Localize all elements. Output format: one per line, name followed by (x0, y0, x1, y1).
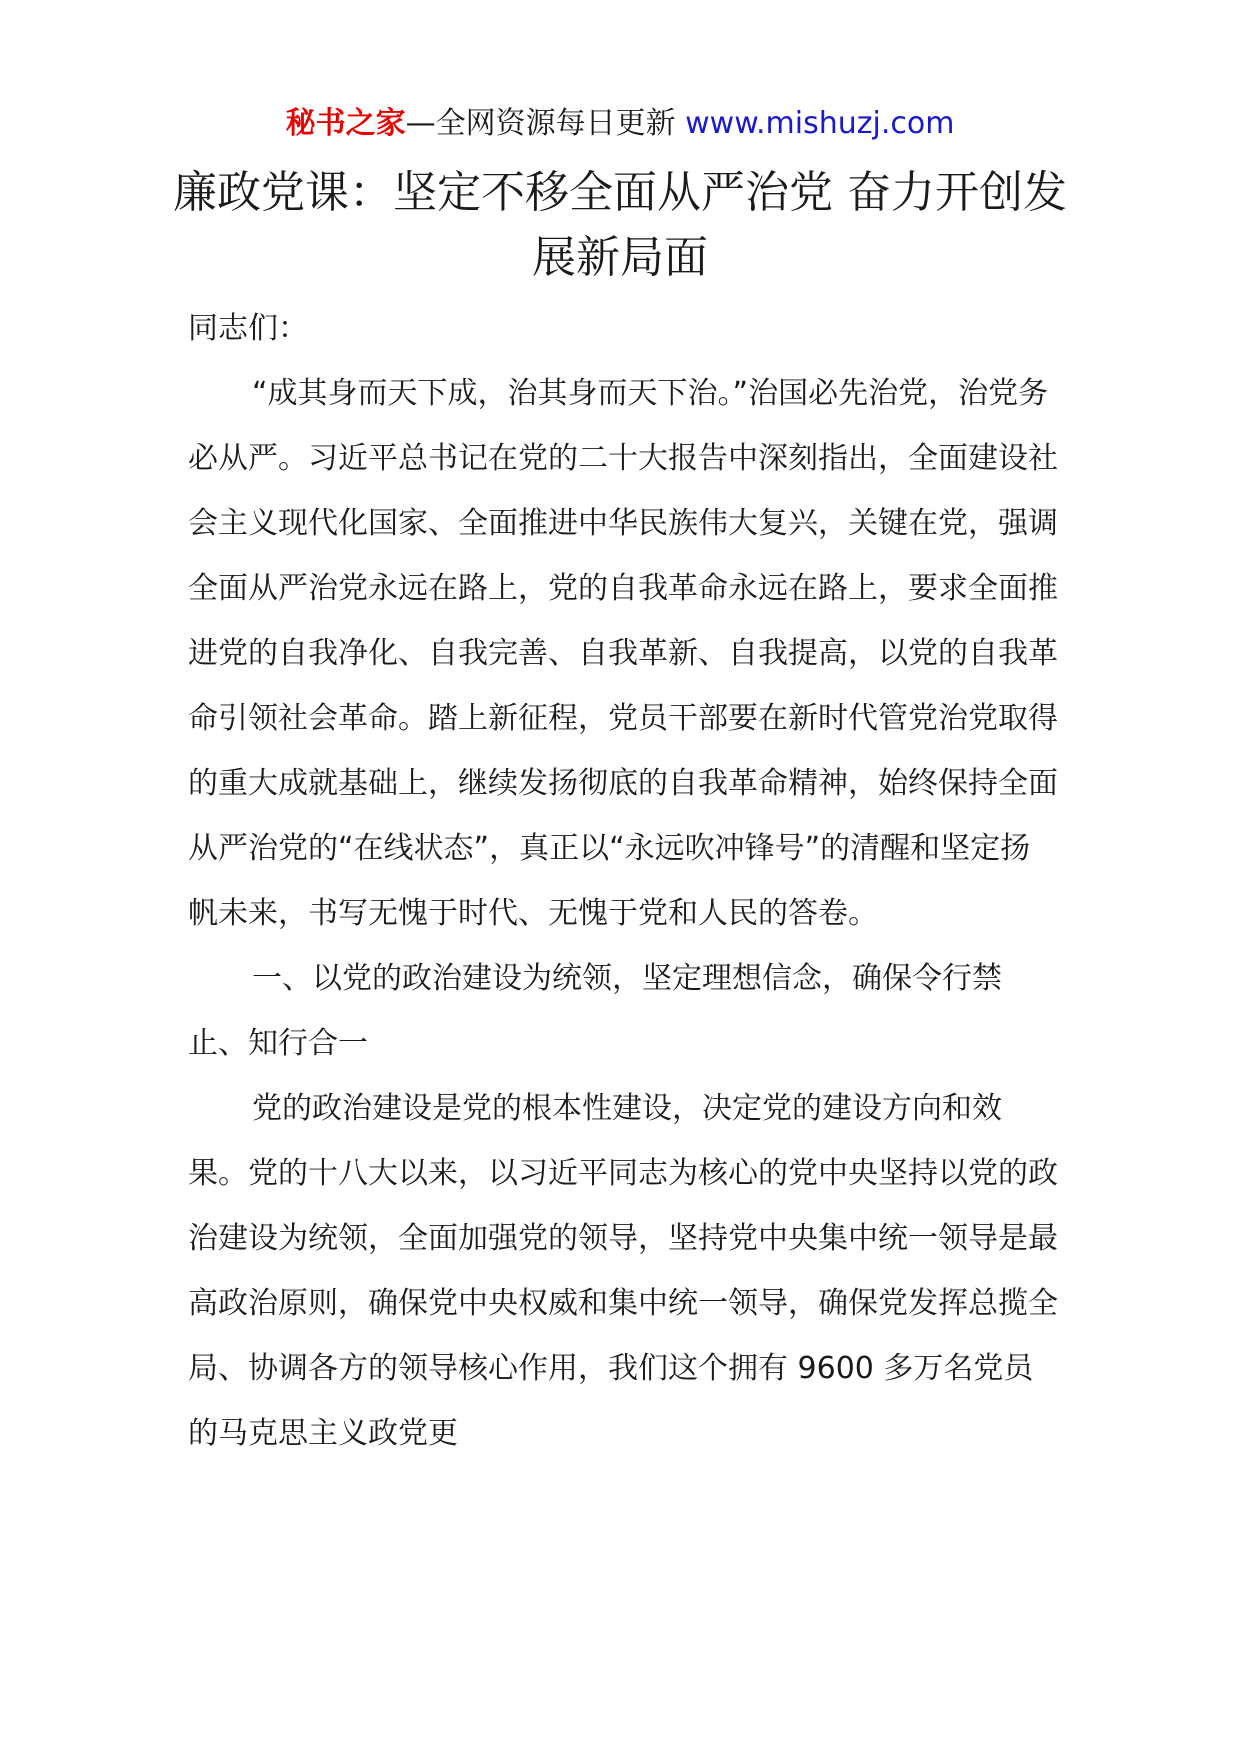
document-title: 廉政党课：坚定不移全面从严治党 奋力开创发展新局面 (173, 167, 1067, 283)
header-dash: — (405, 106, 436, 141)
salutation: 同志们： (188, 311, 308, 346)
site-header (0, 100, 1240, 148)
site-url: www.mishuzj.com (685, 106, 955, 141)
document-body (188, 296, 1058, 1466)
brand-name: 秘书之家 (285, 106, 406, 141)
paragraph-intro: “成其身而天下成，治其身而天下治。”治国必先治党，治党务必从严。习近平总书记在党的二十大报告中深刻指出，全面建设社会主义现代化国家、全面推进中华民族伟大复兴，关键在党，强调全面从严治党永远在路上，党的自我革命永远在路上，要求全面推进党的自我净化、自我完善、自我革新、自我提高，以党的自我革命引领社会革命。踏上新征程，党员干部要在新时代管党治党取得的重大成就基础上，继续发扬彻底的自我革命精神，始终保持全面从严治党的“在线状态”，真正以“永远吹冲锋号”的清醒和坚定扬帆未来，书写无愧于时代、无愧于党和人民的答卷。 (188, 376, 1058, 931)
header-tagline: 全网资源每日更新 (435, 106, 686, 141)
section-heading-1: 一、以党的政治建设为统领，坚定理想信念，确保令行禁止、知行合一 (188, 961, 1002, 1061)
paragraph-section-1: 党的政治建设是党的根本性建设，决定党的建设方向和效果。党的十八大以来，以习近平同志为核心的党中央坚持以党的政治建设为统领，全面加强党的领导，坚持党中央集中统一领导是最高政治原则，确保党中央权威和集中统一领导，确保党发挥总揽全局、协调各方的领导核心作用，我们这个拥有 9600 多万名党员的马克思主义政党更 (188, 1091, 1058, 1451)
